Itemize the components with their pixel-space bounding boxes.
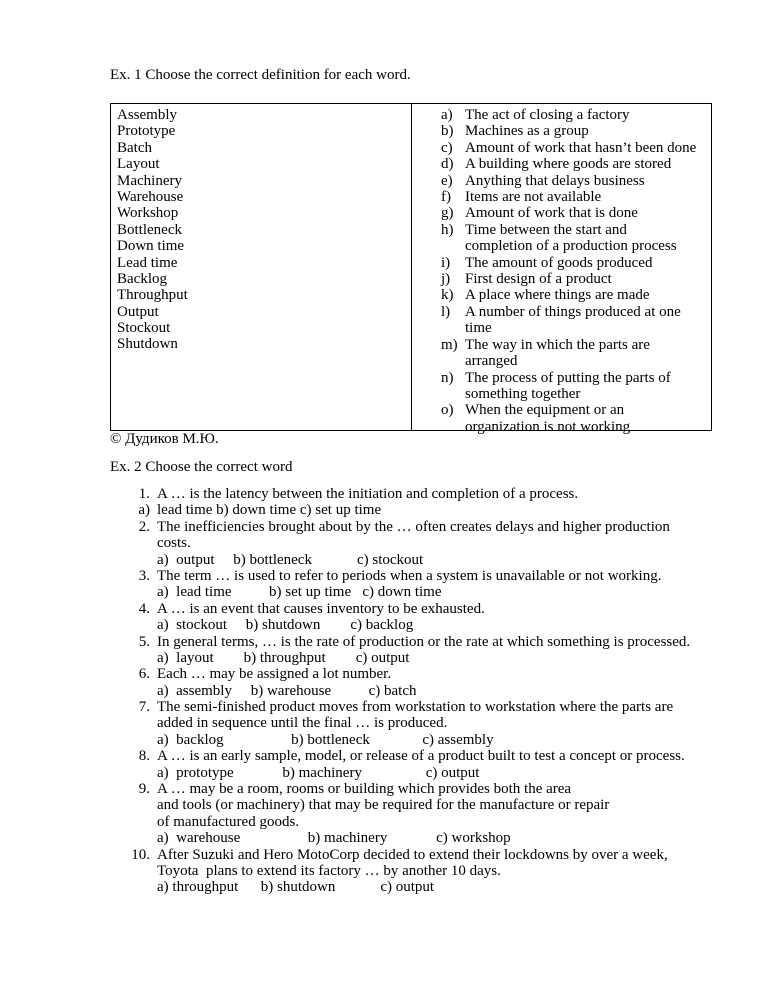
- definition-item: [441, 337, 709, 370]
- question-item: [110, 748, 730, 764]
- answer-options: a) prototype b) machinery c) output: [157, 764, 480, 781]
- question-marker: 10.: [131, 846, 150, 863]
- exercise-2-title: Ex. 2 Choose the correct word: [110, 459, 293, 475]
- definition-item: [441, 140, 709, 156]
- question-text: A … may be a room, rooms or building which provides both the area: [157, 781, 572, 798]
- definition-text: Anything that delays business: [465, 172, 645, 189]
- answer-options: a) lead time b) set up time c) down time: [157, 584, 442, 601]
- question-marker: a): [138, 502, 150, 519]
- question-marker: 3.: [138, 567, 150, 584]
- definitions-table: [110, 103, 712, 435]
- definition-text: A place where things are made: [465, 287, 650, 304]
- definition-marker: j): [441, 271, 451, 288]
- word-item: Throughput: [117, 287, 188, 304]
- word-item: Workshop: [117, 205, 179, 222]
- definition-marker: c): [441, 139, 453, 156]
- definition-item: [441, 287, 709, 303]
- definition-text: The act of closing a factory: [465, 107, 630, 123]
- definition-text: The amount of goods produced: [465, 254, 653, 271]
- word-item: Backlog: [117, 270, 167, 287]
- definition-marker: o): [441, 402, 454, 419]
- question-item: [110, 781, 730, 797]
- answer-options: a) warehouse b) machinery c) workshop: [157, 830, 511, 847]
- definition-text: completion of a production process: [465, 238, 677, 255]
- definition-item: [441, 271, 709, 287]
- definition-item: [441, 304, 709, 337]
- question-text: The term … is used to refer to periods when a system is unavailable or not working.: [157, 567, 662, 584]
- definition-text: Time between the start and: [465, 221, 627, 238]
- answer-options: [110, 502, 730, 518]
- question-text: After Suzuki and Hero MotoCorp decided to extend their lockdowns by over a week,: [157, 846, 668, 863]
- question-item: [110, 847, 730, 863]
- word-item: Output: [117, 303, 159, 320]
- question-item: [110, 568, 730, 584]
- question-item: [110, 519, 730, 535]
- word-item: Batch: [117, 139, 152, 156]
- question-text: In general terms, … is the rate of production or the rate at which something is processed.: [157, 633, 691, 650]
- definition-marker: b): [441, 123, 454, 140]
- definition-marker: i): [441, 254, 451, 271]
- question-marker: 4.: [138, 600, 150, 617]
- definition-text: something together: [465, 385, 581, 402]
- exercise-1-title: Ex. 1 Choose the correct definition for each word.: [110, 67, 411, 83]
- definition-text: time: [465, 320, 492, 337]
- definition-item: [441, 173, 709, 189]
- definition-text: Items are not available: [465, 189, 602, 206]
- word-item: Down time: [117, 238, 185, 255]
- word-list: [117, 107, 188, 353]
- definition-item: [441, 222, 709, 255]
- definition-item: [441, 123, 709, 139]
- definition-marker: a): [441, 107, 453, 123]
- answer-options: a) backlog b) bottleneck c) assembly: [157, 731, 494, 748]
- definition-list: [441, 107, 709, 435]
- copyright-note: © Дудиков М.Ю.: [110, 431, 219, 447]
- definition-marker: n): [441, 369, 454, 386]
- question-text: lead time b) down time c) set up time: [157, 502, 382, 519]
- definition-marker: g): [441, 205, 454, 222]
- definition-text: First design of a product: [465, 271, 612, 288]
- question-continuation: added in sequence until the final … is produced.: [157, 715, 448, 732]
- definition-text: A number of things produced at one: [465, 303, 681, 320]
- question-text: The inefficiencies brought about by the … often creates delays and higher production: [157, 518, 670, 535]
- definition-marker: f): [441, 189, 451, 206]
- question-marker: 6.: [138, 666, 150, 683]
- question-marker: 7.: [138, 699, 150, 716]
- answer-options: a) stockout b) shutdown c) backlog: [157, 617, 414, 634]
- definition-marker: d): [441, 156, 454, 173]
- definition-item: [441, 189, 709, 205]
- question-continuation: Toyota plans to extend its factory … by another 10 days.: [157, 862, 501, 879]
- definition-text: The way in which the parts are: [465, 336, 650, 353]
- word-item: Warehouse: [117, 188, 184, 205]
- answer-options: a) assembly b) warehouse c) batch: [157, 682, 417, 699]
- definition-marker: e): [441, 172, 453, 189]
- question-text: The semi-finished product moves from workstation to workstation where the parts are: [157, 699, 674, 716]
- definition-marker: k): [441, 287, 454, 304]
- definition-item: [441, 255, 709, 271]
- definition-text: Amount of work that hasn’t been done: [465, 139, 697, 156]
- question-continuation: of manufactured goods.: [157, 813, 300, 830]
- word-item: Shutdown: [117, 336, 178, 353]
- question-item: [110, 699, 730, 715]
- question-text: A … is the latency between the initiation and completion of a process.: [157, 486, 579, 502]
- word-item: Layout: [117, 156, 160, 173]
- answer-options: a) throughput b) shutdown c) output: [157, 879, 435, 896]
- definition-text: organization is not working: [465, 418, 631, 435]
- question-continuation: costs.: [157, 535, 191, 552]
- word-item: Machinery: [117, 172, 182, 189]
- answer-options: a) layout b) throughput c) output: [157, 649, 410, 666]
- question-item: [110, 486, 730, 502]
- definition-marker: l): [441, 303, 451, 320]
- definition-text: A building where goods are stored: [465, 156, 672, 173]
- word-item: Lead time: [117, 254, 178, 271]
- question-item: [110, 634, 730, 650]
- definition-marker: m): [441, 336, 458, 353]
- question-item: [110, 666, 730, 682]
- question-marker: 1.: [138, 486, 150, 502]
- question-continuation: and tools (or machinery) that may be required for the manufacture or repair: [157, 797, 610, 814]
- word-item: Bottleneck: [117, 221, 182, 238]
- definition-marker: h): [441, 221, 454, 238]
- question-text: A … is an early sample, model, or release of a product built to test a concept or process.: [157, 748, 685, 765]
- table-column-divider: [411, 104, 412, 430]
- question-text: Each … may be assigned a lot number.: [157, 666, 392, 683]
- definition-text: Machines as a group: [465, 123, 589, 140]
- definition-item: [441, 107, 709, 123]
- question-text: A … is an event that causes inventory to be exhausted.: [157, 600, 485, 617]
- question-marker: 2.: [138, 518, 150, 535]
- definition-item: [441, 156, 709, 172]
- question-marker: 9.: [138, 781, 150, 798]
- question-marker: 8.: [138, 748, 150, 765]
- definition-text: When the equipment or an: [465, 402, 625, 419]
- definition-text: Amount of work that is done: [465, 205, 638, 222]
- definition-text: The process of putting the parts of: [465, 369, 671, 386]
- definition-text: arranged: [465, 353, 518, 370]
- word-item: Assembly: [117, 107, 177, 123]
- word-item: Stockout: [117, 320, 171, 337]
- definition-item: [441, 370, 709, 403]
- definition-item: [441, 205, 709, 221]
- definition-item: [441, 402, 709, 435]
- word-item: Prototype: [117, 123, 176, 140]
- question-list: [110, 486, 730, 896]
- question-marker: 5.: [138, 633, 150, 650]
- question-item: [110, 601, 730, 617]
- answer-options: a) output b) bottleneck c) stockout: [157, 551, 424, 568]
